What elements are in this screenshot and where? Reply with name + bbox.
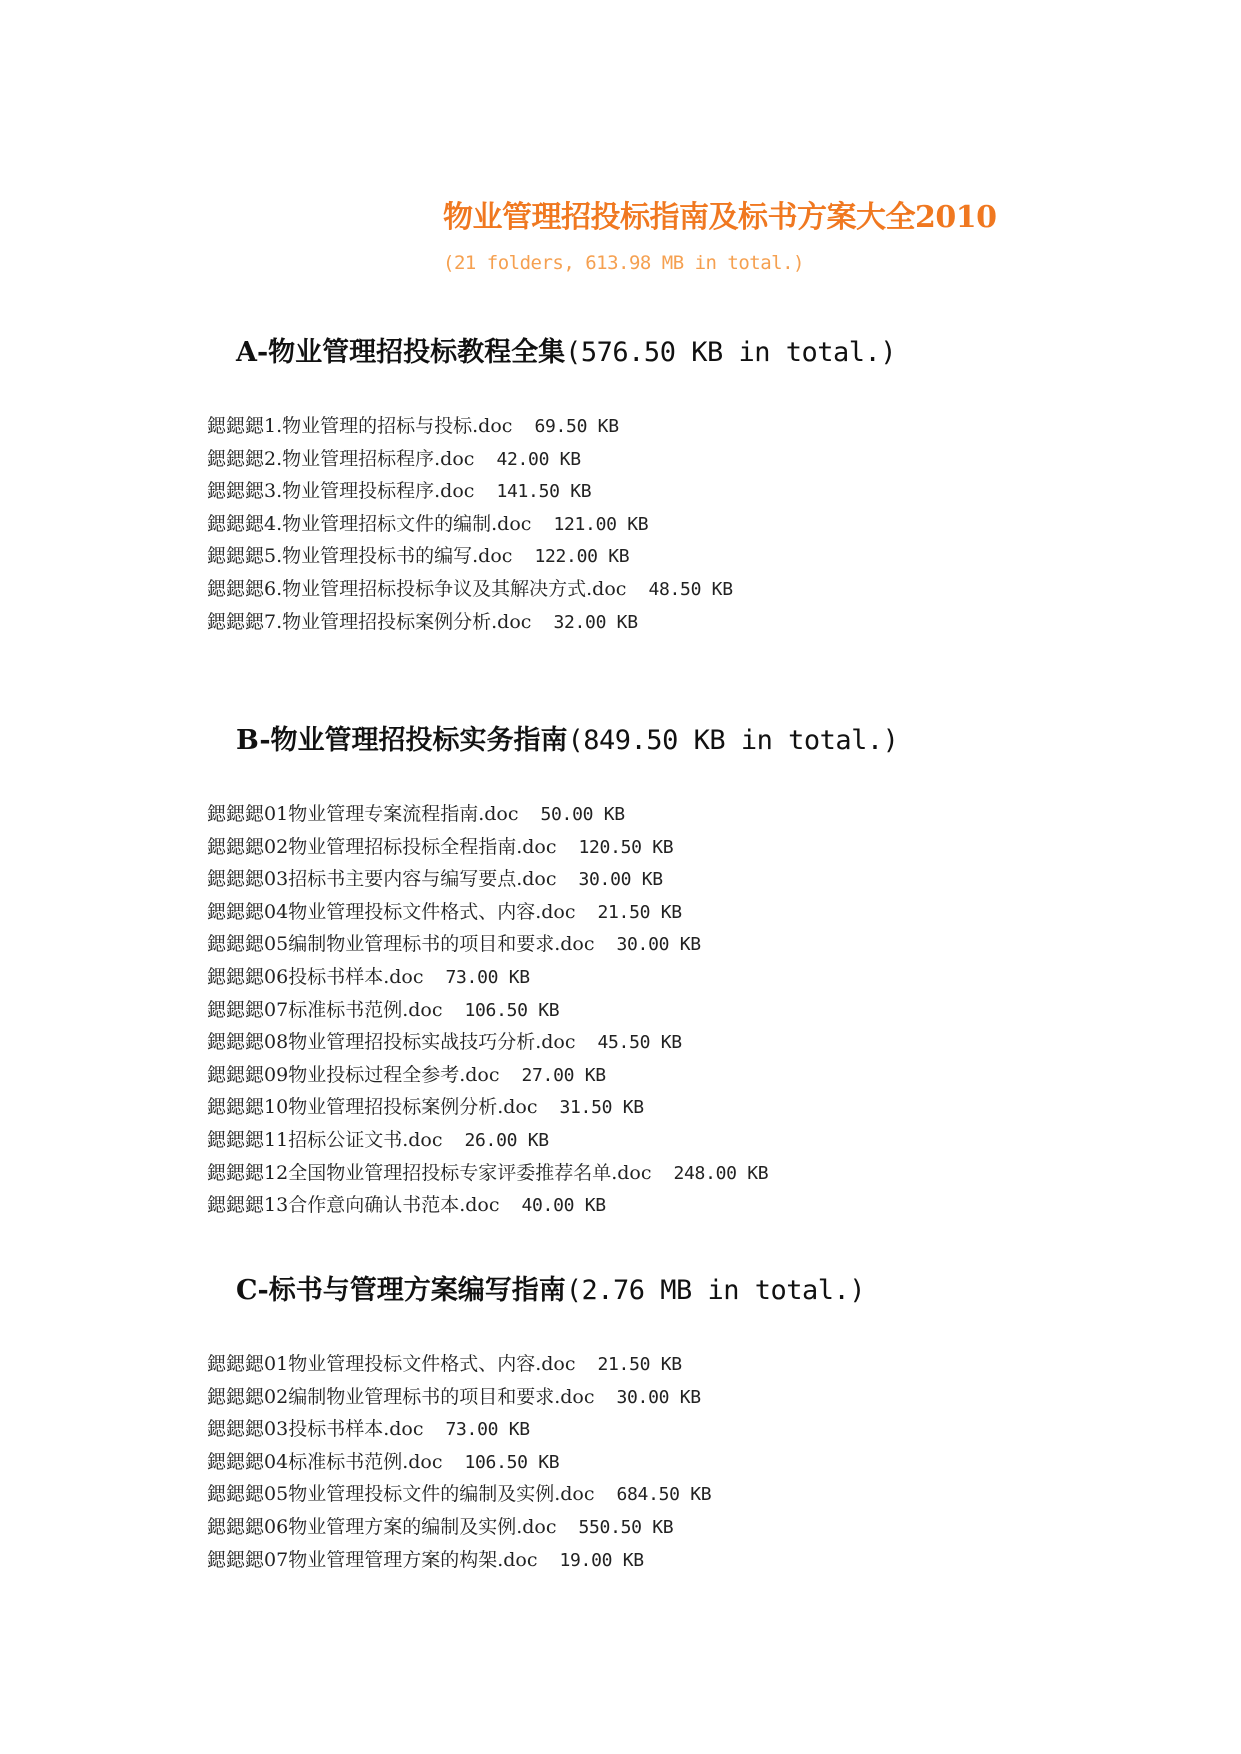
file-name: 07物业管理管理方案的构架.doc bbox=[264, 1548, 538, 1571]
file-size: 50.00 KB bbox=[540, 804, 625, 825]
file-size: 120.50 KB bbox=[578, 836, 674, 858]
file-row bbox=[207, 410, 733, 443]
file-prefix: 鍶鍶鍶 bbox=[207, 1548, 265, 1571]
file-row bbox=[207, 1446, 711, 1479]
file-size: 30.00 KB bbox=[616, 934, 701, 956]
file-name: 5.物业管理投标书的编写.doc bbox=[264, 545, 513, 568]
section-c-total: (2.76 MB in total.) bbox=[565, 1275, 866, 1306]
section-a-file-list bbox=[207, 410, 733, 638]
file-prefix: 鍶鍶鍶 bbox=[207, 1418, 265, 1441]
file-row bbox=[207, 1091, 768, 1124]
file-prefix: 鍶鍶鍶 bbox=[207, 1161, 265, 1184]
section-b-total: (849.50 KB in total.) bbox=[567, 725, 899, 756]
file-row bbox=[207, 606, 733, 639]
file-name: 11招标公证文书.doc bbox=[264, 1128, 443, 1151]
file-row bbox=[207, 863, 768, 896]
file-row bbox=[207, 540, 733, 573]
file-row bbox=[207, 508, 733, 541]
file-size: 42.00 KB bbox=[496, 448, 581, 470]
file-name: 13合作意向确认书范本.doc bbox=[264, 1194, 500, 1217]
file-size: 30.00 KB bbox=[616, 1386, 701, 1408]
file-size: 27.00 KB bbox=[521, 1064, 606, 1086]
file-prefix: 鍶鍶鍶 bbox=[207, 447, 265, 470]
file-name: 1.物业管理的招标与投标.doc bbox=[264, 415, 513, 437]
file-size: 21.50 KB bbox=[597, 1354, 682, 1375]
file-size: 121.00 KB bbox=[553, 513, 649, 535]
file-size: 106.50 KB bbox=[464, 1451, 560, 1473]
file-size: 122.00 KB bbox=[534, 546, 630, 568]
file-row bbox=[207, 573, 733, 606]
file-prefix: 鍶鍶鍶 bbox=[207, 900, 265, 923]
file-name: 02编制物业管理标书的项目和要求.doc bbox=[264, 1385, 595, 1408]
file-prefix: 鍶鍶鍶 bbox=[207, 1063, 265, 1086]
file-name: 7.物业管理招投标案例分析.doc bbox=[264, 610, 532, 633]
file-prefix: 鍶鍶鍶 bbox=[207, 1515, 265, 1538]
file-size: 40.00 KB bbox=[521, 1195, 606, 1217]
file-name: 10物业管理招投标案例分析.doc bbox=[264, 1096, 538, 1119]
file-prefix: 鍶鍶鍶 bbox=[207, 512, 265, 535]
file-name: 04标准标书范例.doc bbox=[264, 1450, 443, 1473]
file-size: 48.50 KB bbox=[648, 578, 733, 600]
file-prefix: 鍶鍶鍶 bbox=[207, 545, 265, 568]
file-name: 03投标书样本.doc bbox=[264, 1418, 424, 1441]
file-row bbox=[207, 1511, 711, 1544]
file-row bbox=[207, 831, 768, 864]
section-b-heading bbox=[236, 718, 898, 757]
file-row bbox=[207, 928, 768, 961]
file-name: 07标准标书范例.doc bbox=[264, 998, 443, 1021]
file-row bbox=[207, 1157, 768, 1190]
file-row bbox=[207, 798, 768, 831]
file-row bbox=[207, 896, 768, 929]
document-summary: (21 folders, 613.98 MB in total.) bbox=[443, 252, 804, 274]
file-row bbox=[207, 1478, 711, 1511]
file-name: 06投标书样本.doc bbox=[264, 965, 424, 988]
file-row bbox=[207, 1189, 768, 1222]
file-size: 69.50 KB bbox=[534, 416, 619, 437]
file-size: 30.00 KB bbox=[578, 869, 663, 891]
file-size: 45.50 KB bbox=[597, 1032, 682, 1054]
file-row bbox=[207, 1124, 768, 1157]
section-c-name: C-标书与管理方案编写指南 bbox=[236, 1275, 566, 1306]
file-size: 26.00 KB bbox=[464, 1129, 549, 1151]
file-name: 03招标书主要内容与编写要点.doc bbox=[264, 868, 557, 891]
file-prefix: 鍶鍶鍶 bbox=[207, 415, 265, 437]
file-row bbox=[207, 1381, 711, 1414]
file-name: 05编制物业管理标书的项目和要求.doc bbox=[264, 933, 595, 956]
file-row bbox=[207, 1413, 711, 1446]
file-prefix: 鍶鍶鍶 bbox=[207, 868, 265, 891]
file-row bbox=[207, 994, 768, 1027]
file-prefix: 鍶鍶鍶 bbox=[207, 610, 265, 633]
file-prefix: 鍶鍶鍶 bbox=[207, 965, 265, 988]
section-c-heading bbox=[236, 1268, 865, 1307]
file-name: 08物业管理招投标实战技巧分析.doc bbox=[264, 1031, 576, 1054]
file-name: 05物业管理投标文件的编制及实例.doc bbox=[264, 1483, 595, 1506]
file-prefix: 鍶鍶鍶 bbox=[207, 933, 265, 956]
section-c-file-list bbox=[207, 1348, 711, 1576]
file-prefix: 鍶鍶鍶 bbox=[207, 480, 265, 503]
document-title: 物业管理招投标指南及标书方案大全2010 bbox=[443, 200, 997, 235]
file-size: 21.50 KB bbox=[597, 901, 682, 923]
file-row bbox=[207, 961, 768, 994]
file-name: 09物业投标过程全参考.doc bbox=[264, 1063, 500, 1086]
file-size: 73.00 KB bbox=[445, 966, 530, 988]
file-name: 2.物业管理招标程序.doc bbox=[264, 447, 475, 470]
file-size: 73.00 KB bbox=[445, 1419, 530, 1441]
file-size: 19.00 KB bbox=[559, 1549, 644, 1571]
file-name: 12全国物业管理招投标专家评委推荐名单.doc bbox=[264, 1161, 652, 1184]
file-prefix: 鍶鍶鍶 bbox=[207, 1385, 265, 1408]
file-name: 04物业管理投标文件格式、内容.doc bbox=[264, 900, 576, 923]
file-row bbox=[207, 443, 733, 476]
file-name: 01物业管理投标文件格式、内容.doc bbox=[264, 1353, 576, 1375]
file-prefix: 鍶鍶鍶 bbox=[207, 1450, 265, 1473]
file-prefix: 鍶鍶鍶 bbox=[207, 577, 265, 600]
file-size: 106.50 KB bbox=[464, 999, 560, 1021]
file-prefix: 鍶鍶鍶 bbox=[207, 835, 265, 858]
file-prefix: 鍶鍶鍶 bbox=[207, 1194, 265, 1217]
file-name: 6.物业管理招标投标争议及其解决方式.doc bbox=[264, 577, 627, 600]
section-a-heading bbox=[236, 330, 896, 369]
file-size: 684.50 KB bbox=[616, 1484, 712, 1506]
file-size: 550.50 KB bbox=[578, 1516, 674, 1538]
file-row bbox=[207, 1059, 768, 1092]
file-size: 31.50 KB bbox=[559, 1097, 644, 1119]
file-prefix: 鍶鍶鍶 bbox=[207, 1353, 265, 1375]
file-prefix: 鍶鍶鍶 bbox=[207, 1128, 265, 1151]
section-b-name: B-物业管理招投标实务指南 bbox=[236, 725, 568, 756]
file-name: 3.物业管理投标程序.doc bbox=[264, 480, 475, 503]
file-name: 06物业管理方案的编制及实例.doc bbox=[264, 1515, 557, 1538]
section-b-file-list bbox=[207, 798, 768, 1222]
file-name: 4.物业管理招标文件的编制.doc bbox=[264, 512, 532, 535]
file-name: 01物业管理专案流程指南.doc bbox=[264, 803, 519, 825]
file-size: 32.00 KB bbox=[553, 611, 638, 633]
file-prefix: 鍶鍶鍶 bbox=[207, 803, 265, 825]
file-size: 248.00 KB bbox=[673, 1162, 769, 1184]
file-size: 141.50 KB bbox=[496, 481, 592, 503]
section-a-total: (576.50 KB in total.) bbox=[565, 337, 897, 368]
file-row bbox=[207, 1544, 711, 1577]
section-a-name: A-物业管理招投标教程全集 bbox=[236, 337, 566, 368]
file-row bbox=[207, 475, 733, 508]
file-prefix: 鍶鍶鍶 bbox=[207, 998, 265, 1021]
file-name: 02物业管理招标投标全程指南.doc bbox=[264, 835, 557, 858]
file-prefix: 鍶鍶鍶 bbox=[207, 1096, 265, 1119]
file-prefix: 鍶鍶鍶 bbox=[207, 1483, 265, 1506]
file-prefix: 鍶鍶鍶 bbox=[207, 1031, 265, 1054]
file-row bbox=[207, 1026, 768, 1059]
file-row bbox=[207, 1348, 711, 1381]
